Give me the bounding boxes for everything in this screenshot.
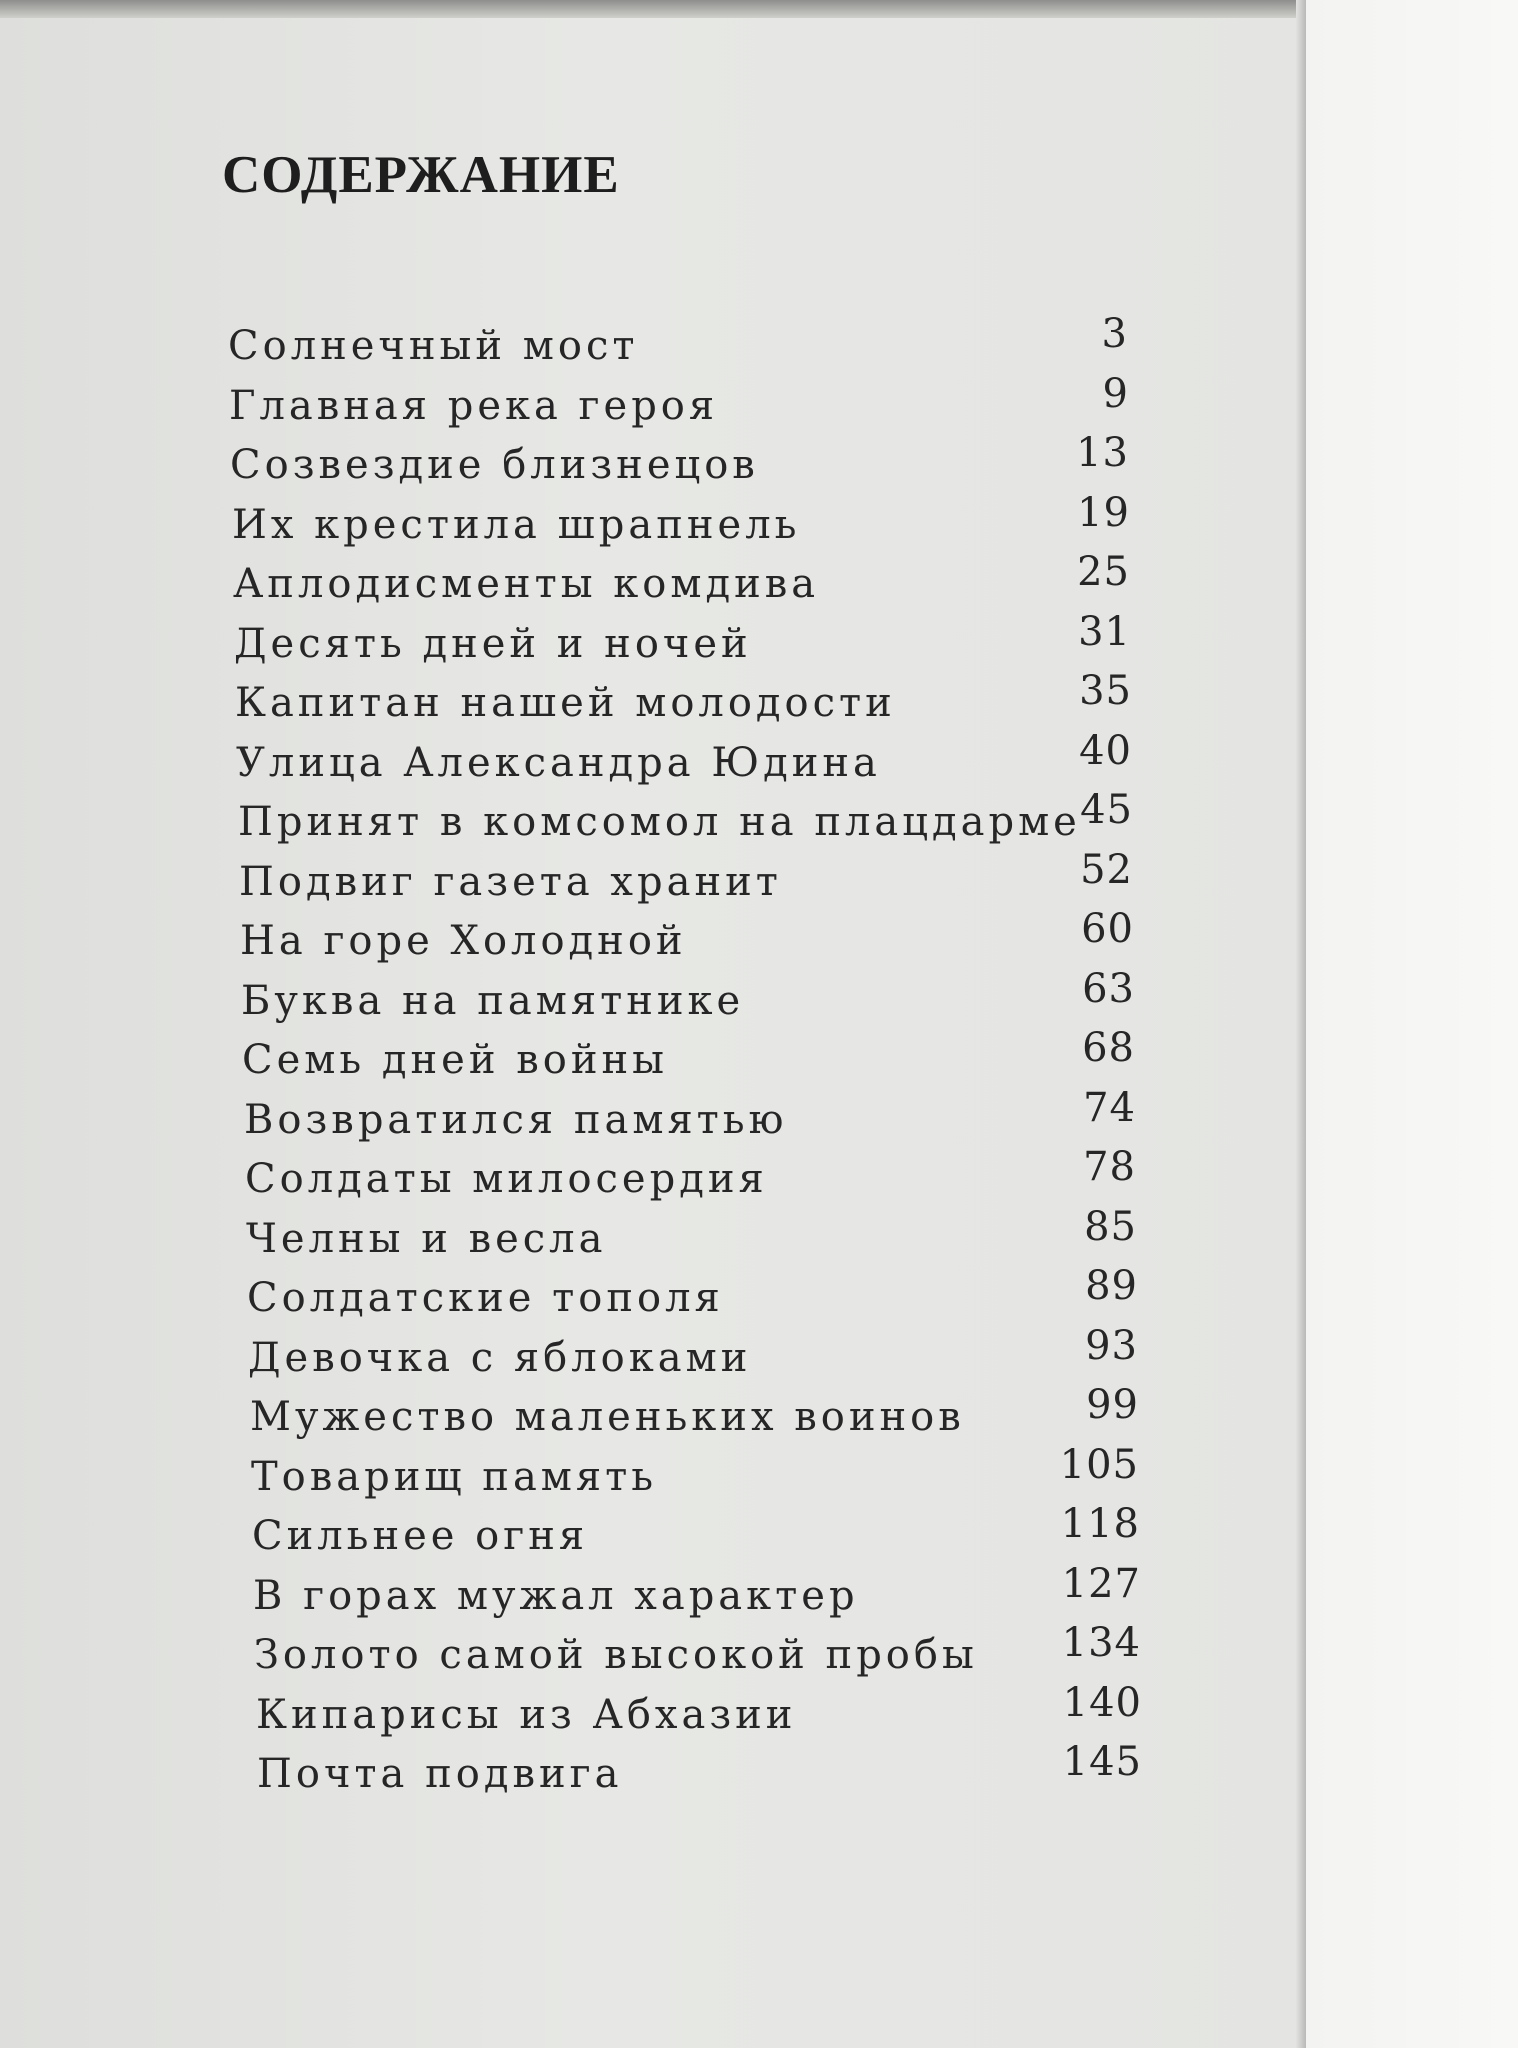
toc-entry-page-number: 40: [1079, 727, 1132, 774]
toc-entry-page-number: 68: [1082, 1025, 1135, 1071]
toc-entry-page-number: 134: [1061, 1620, 1141, 1666]
toc-entry-page-number: 25: [1077, 549, 1130, 595]
toc-entry-title: Возвратился памятью: [244, 1096, 788, 1143]
toc-entry-page-number: 31: [1078, 608, 1131, 655]
toc-entry-title: Солдаты милосердия: [245, 1156, 768, 1202]
toc-entry-page-number: 105: [1059, 1441, 1139, 1488]
toc-entry-page-number: 74: [1083, 1084, 1136, 1131]
toc-entry-title: Улица Александра Юдина: [236, 739, 881, 786]
toc-entry-title: Почта подвига: [257, 1751, 623, 1797]
toc-entry-page-number: 78: [1083, 1144, 1136, 1190]
toc-entry-page-number: 9: [1102, 370, 1129, 417]
toc-entry-title: Челны и весла: [246, 1215, 607, 1262]
page-top-shadow: [0, 0, 1330, 18]
toc-entry-title: Буква на памятнике: [241, 977, 745, 1024]
toc-entry-page-number: 118: [1060, 1501, 1140, 1547]
toc-entry-title: Аплодисменты комдива: [233, 561, 820, 607]
toc-entry-page-number: 52: [1080, 846, 1133, 893]
toc-entry-title: Девочка с яблоками: [248, 1334, 752, 1381]
toc-entry-page-number: 127: [1061, 1560, 1141, 1607]
toc-entry-page-number: 19: [1077, 489, 1130, 536]
toc-entry-page-number: 140: [1062, 1679, 1142, 1726]
toc-entry-title: Десять дней и ночей: [234, 620, 752, 667]
toc-entry-title: Принят в комсомол на плацдарме: [238, 799, 1081, 845]
toc-entry-title: Солнечный мост: [228, 323, 639, 369]
toc-entry-title: Солдатские тополя: [247, 1275, 724, 1321]
toc-entry-page-number: 3: [1101, 311, 1128, 357]
toc-entry-title: Семь дней войны: [242, 1037, 668, 1083]
toc-entry-title: В горах мужал характер: [253, 1572, 859, 1619]
toc-entry-page-number: 99: [1086, 1382, 1139, 1428]
toc-entry-page-number: 85: [1084, 1203, 1137, 1250]
toc-entry-page-number: 35: [1079, 668, 1132, 714]
toc-entry-title: Созвездие близнецов: [230, 442, 759, 488]
toc-entry-page-number: 60: [1081, 906, 1134, 952]
toc-entry-page-number: 145: [1062, 1739, 1142, 1785]
toc-entry-title: На горе Холодной: [240, 918, 687, 964]
toc-entry-title: Товарищ память: [251, 1453, 658, 1500]
toc-entry-page-number: 45: [1080, 787, 1133, 833]
toc-entry-title: Капитан нашей молодости: [235, 680, 896, 726]
toc-entry-title: Главная река героя: [229, 382, 719, 429]
toc-entry-title: Их крестила шрапнель: [232, 501, 801, 548]
toc-entry-title: Золото самой высокой пробы: [254, 1632, 978, 1678]
toc-entry-page-number: 93: [1085, 1322, 1138, 1369]
page-title: СОДЕРЖАНИЕ: [222, 146, 620, 204]
toc-entry-title: Сильнее огня: [252, 1513, 589, 1559]
toc-entry-title: Кипарисы из Абхазии: [256, 1691, 797, 1738]
toc-entry: [0, 1739, 1305, 1810]
toc-entry-title: Мужество маленьких воинов: [250, 1394, 965, 1440]
toc-entry-page-number: 89: [1085, 1263, 1138, 1309]
backdrop: [1306, 0, 1518, 2048]
toc-entry-page-number: 63: [1082, 965, 1135, 1012]
toc-entry-title: Подвиг газета хранит: [239, 858, 782, 905]
toc-entry-page-number: 13: [1076, 430, 1129, 476]
